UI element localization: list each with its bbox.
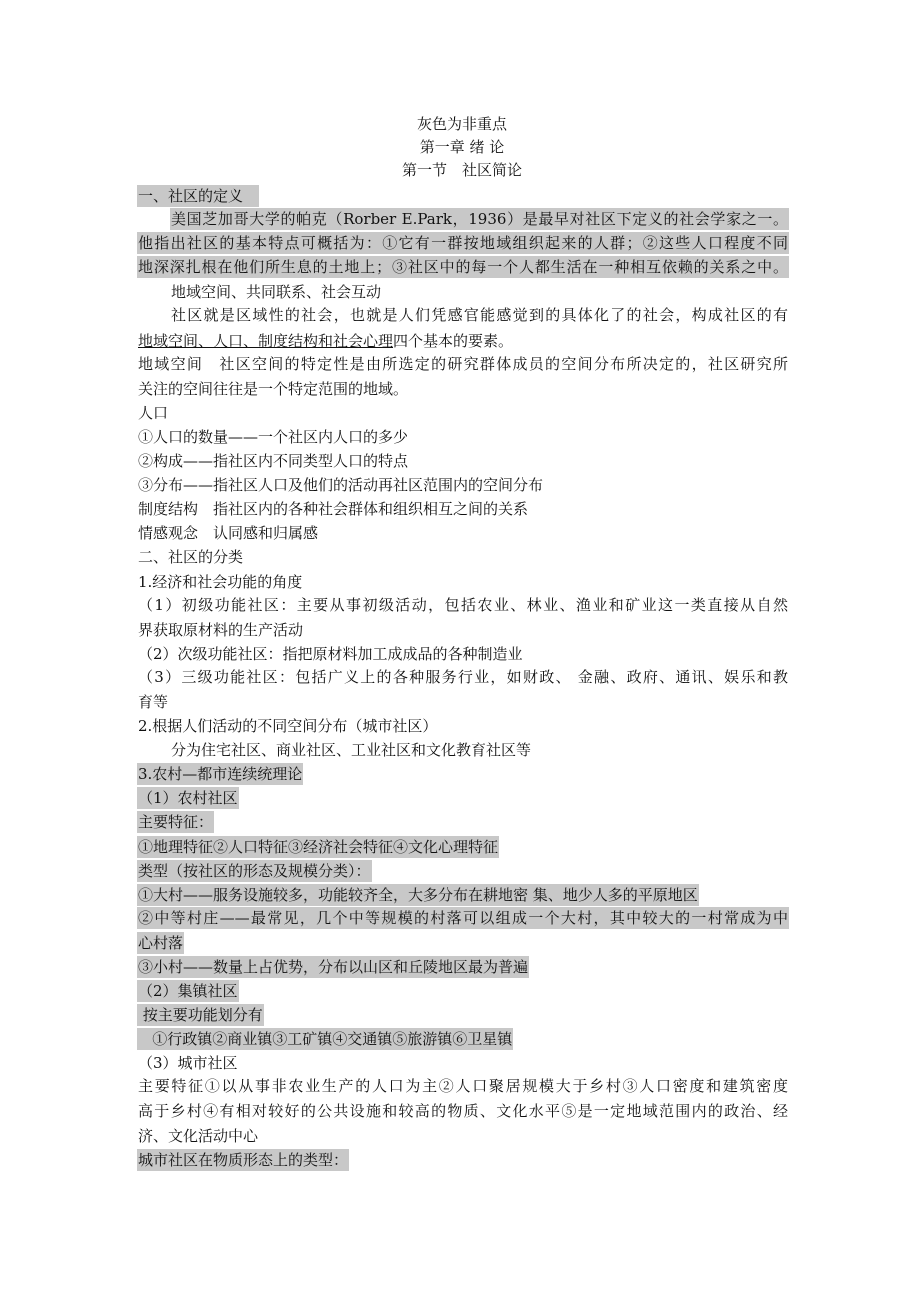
text-line (137, 1051, 789, 1075)
highlighted-text (170, 208, 789, 230)
text: ①地理特征②人口特征③经济社会特征④文化心理特征 (138, 837, 499, 856)
text: （1）初级功能社区：主要从事初级活动，包括农业、林业、渔业和矿业这一类直接从自然 (138, 595, 788, 614)
text-line (137, 883, 789, 907)
text: （3）三级功能社区：包括广义上的各种服务行业，如财政、 金融、政府、通讯、娱乐和教 (138, 667, 788, 686)
line-text (137, 546, 244, 568)
text: 按主要功能划分有 (138, 1006, 263, 1025)
line-text (137, 330, 514, 352)
text-line (137, 401, 789, 425)
text-line (137, 738, 789, 762)
text-line (137, 907, 789, 931)
highlighted-text (137, 185, 259, 207)
text-line (137, 859, 789, 883)
text-line (137, 545, 789, 569)
highlighted-text (137, 836, 499, 858)
text-line (137, 497, 789, 521)
text-line (137, 377, 789, 401)
highlighted-text (137, 1149, 349, 1171)
text: 他指出社区的基本特点可概括为：①它有一群按地域组织起来的人群；②这些人口程度不同 (138, 234, 788, 253)
text-line (137, 425, 789, 449)
text-line (137, 786, 789, 810)
text-line (137, 232, 789, 256)
underlined-text: 地域空间、人口、制度结构和社会心理 (138, 331, 394, 350)
line-text (170, 739, 532, 761)
text-line (137, 979, 789, 1003)
text-line (137, 256, 789, 280)
text: ③小村——数量上占优势，分布以山区和丘陵地区最为普遍 (138, 958, 529, 976)
text-line (137, 618, 789, 642)
highlighted-text (137, 980, 239, 1002)
highlighted-text (137, 232, 789, 254)
text-line (137, 666, 789, 690)
text-line (137, 955, 789, 979)
text: （2）次级功能社区：指把原材料加工成成品的各种制造业 (138, 644, 523, 663)
text-line (137, 690, 789, 714)
highlighted-text (137, 256, 789, 278)
text: 界获取原材料的生产活动 (138, 620, 304, 639)
text: 主要特征： (138, 813, 214, 832)
text-line (137, 353, 789, 377)
text-line (137, 810, 789, 834)
text: 地深深扎根在他们所生息的土地上；③社区中的每一个人都生活在一种相互依赖的关系之中。 (138, 258, 788, 277)
text: ③分布——指社区人口及他们的活动再社区范围内的空间分布 (138, 476, 544, 495)
highlighted-text (137, 907, 789, 929)
text-line (137, 1124, 789, 1148)
text-line (137, 762, 789, 786)
text-line (137, 184, 789, 208)
line-text (170, 281, 382, 303)
line-text (137, 691, 169, 713)
text: 美国芝加哥大学的帕克（Rorber E.Park，1936）是最早对社区下定义的社会学家之一。 (171, 210, 788, 229)
text-line (137, 570, 789, 594)
text-line (137, 1148, 789, 1172)
text: 二、社区的分类 (138, 548, 244, 567)
line-text (137, 1052, 239, 1074)
text-line (137, 1027, 789, 1051)
text-line (137, 594, 789, 618)
text: 类型（按社区的形态及规模分类）： (138, 861, 371, 880)
text: ①大村——服务设施较多，功能较齐全，大多分布在耕地密 集、地少人多的平原地区 (138, 885, 698, 904)
text: 济、文化活动中心 (138, 1126, 259, 1145)
text: 主要特征①以从事非农业生产的人口为主②人口聚居规模大于乡村③人口密度和建筑密度 (138, 1077, 788, 1096)
highlighted-text (137, 884, 699, 906)
line-text (137, 450, 409, 472)
chapter-title: 第一章 绪 论 (419, 138, 505, 156)
line-text (137, 643, 524, 665)
highlighted-text (137, 860, 372, 882)
highlighted-text (137, 956, 529, 978)
highlighted-text (137, 932, 184, 954)
text: 3.农村—都市连续统理论 (138, 765, 303, 784)
text-line (137, 642, 789, 666)
text: 一、社区的定义 (138, 187, 259, 205)
line-text (137, 619, 304, 641)
line-text (137, 594, 789, 616)
highlighted-text (137, 811, 214, 833)
text: 城市社区在物质形态上的类型： (138, 1150, 349, 1169)
text: 人口 (138, 403, 169, 422)
text: （1）农村社区 (138, 789, 238, 808)
text: 地域空间、共同联系、社会互动 (171, 283, 382, 302)
text-line (137, 1003, 789, 1027)
line-text (137, 571, 303, 593)
text: ①行政镇②商业镇③工矿镇④交通镇⑤旅游镇⑥卫星镇 (138, 1030, 513, 1049)
text: ①人口的数量——一个社区内人口的多少 (138, 427, 409, 446)
line-text (137, 1075, 789, 1097)
text-line (137, 473, 789, 497)
text-line (137, 208, 789, 232)
note-gray-not-key: 灰色为非重点 (416, 115, 507, 133)
text: 1.经济和社会功能的角度 (138, 572, 303, 591)
line-text (170, 304, 789, 326)
text: （3）城市社区 (138, 1054, 238, 1073)
text: 2.根据人们活动的不同空间分布（城市社区） (138, 717, 438, 736)
text-line (137, 280, 789, 304)
line-text (137, 498, 529, 520)
text: （2）集镇社区 (138, 982, 238, 1001)
highlighted-text (137, 1004, 264, 1026)
text: 分为住宅社区、商业社区、工业社区和文化教育社区等 (171, 741, 532, 760)
text-line (137, 1075, 789, 1099)
text: 情感观念 认同感和归属感 (138, 524, 319, 543)
text: 社区就是区域性的社会，也就是人们凭感官能感觉到的具体化了的社会，构成社区的有 (171, 306, 788, 325)
text: 制度结构 指社区内的各种社会群体和组织相互之间的关系 (138, 500, 529, 519)
line-text (137, 426, 409, 448)
text: ②构成——指社区内不同类型人口的特点 (138, 452, 409, 471)
text: 高于乡村④有相对较好的公共设施和较高的物质、文化水平⑤是一定地域范围内的政治、经 (138, 1101, 788, 1120)
line-text (137, 715, 438, 737)
text-line (137, 835, 789, 859)
text-line (137, 329, 789, 353)
line-text (137, 1125, 259, 1147)
highlighted-text (137, 1028, 513, 1050)
text: ②中等村庄——最常见，几个中等规模的村落可以组成一个大村，其中较大的一村常成为中 (138, 908, 788, 927)
text: 地域空间 社区空间的特定性是由所选定的研究群体成员的空间分布所决定的，社区研究所 (138, 354, 788, 373)
document-body (137, 184, 789, 1172)
text-line (137, 449, 789, 473)
line-text (137, 474, 544, 496)
text-line (137, 521, 789, 545)
text: 育等 (138, 692, 169, 711)
text: 关注的空间往往是一个特定范围的地域。 (138, 379, 409, 398)
text-line (137, 1100, 789, 1124)
line-text (137, 353, 789, 375)
highlighted-text (137, 763, 303, 785)
text: 心村落 (138, 933, 184, 952)
line-text (137, 378, 409, 400)
line-text (137, 522, 319, 544)
line-text (137, 1100, 789, 1122)
highlighted-text (137, 787, 239, 809)
text-line (137, 304, 789, 328)
line-text (137, 402, 169, 424)
text: 四个基本的要素。 (393, 331, 514, 350)
text-line (137, 714, 789, 738)
section-title: 第一节 社区简论 (401, 161, 522, 179)
line-text (137, 666, 789, 688)
text-line (137, 931, 789, 955)
